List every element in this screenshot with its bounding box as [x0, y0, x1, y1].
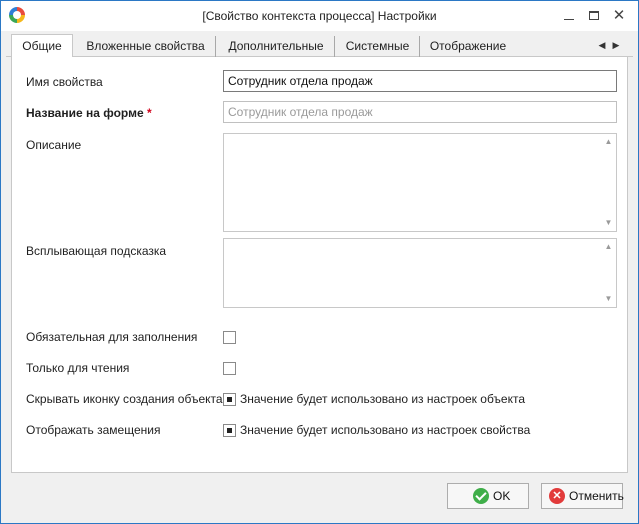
ok-button-label: OK — [493, 489, 511, 503]
tab-additional[interactable]: Дополнительные — [218, 36, 335, 57]
scroll-up-icon[interactable]: ▲ — [604, 242, 613, 251]
minimize-icon — [564, 19, 574, 20]
tooltip-scrollbar[interactable] — [601, 239, 616, 307]
read-only-checkbox[interactable] — [223, 362, 236, 375]
tab-system[interactable]: Системные — [336, 36, 420, 57]
cancel-icon: ✕ — [549, 488, 565, 504]
maximize-icon — [589, 11, 599, 20]
tab-display[interactable]: Отображение — [429, 39, 507, 53]
tab-general[interactable]: Общие — [11, 34, 73, 58]
title-bar[interactable] — [1, 1, 638, 31]
hide-create-icon-note: Значение будет использовано из настроек объекта — [240, 392, 526, 406]
form-title-label — [26, 106, 152, 120]
scroll-down-icon[interactable]: ▼ — [604, 294, 613, 303]
description-textarea[interactable] — [223, 133, 617, 232]
close-button[interactable] — [610, 7, 628, 25]
minimize-button[interactable] — [560, 7, 578, 25]
tooltip-textarea[interactable] — [223, 238, 617, 308]
required-fill-checkbox[interactable] — [223, 331, 236, 344]
maximize-button[interactable] — [585, 7, 603, 25]
cancel-button-label: Отменить — [569, 489, 624, 503]
property-name-label: Имя свойства — [26, 75, 103, 89]
form-title-label-text: Название на форме — [26, 106, 144, 120]
show-substitutions-label: Отображать замещения — [26, 423, 161, 437]
ok-button[interactable] — [447, 483, 529, 509]
description-scrollbar[interactable] — [601, 134, 616, 231]
cancel-button[interactable] — [541, 483, 623, 509]
show-substitutions-checkbox[interactable] — [223, 424, 236, 437]
tab-scroll-left-icon[interactable]: ◀ — [598, 40, 606, 50]
general-tab-panel — [11, 57, 628, 473]
property-name-input[interactable] — [223, 70, 617, 92]
tab-bar — [6, 33, 633, 57]
show-substitutions-note: Значение будет использовано из настроек свойства — [240, 423, 531, 437]
read-only-label: Только для чтения — [26, 361, 130, 375]
form-title-input[interactable] — [223, 101, 617, 123]
description-label: Описание — [26, 138, 82, 152]
check-icon — [473, 488, 489, 504]
hide-create-icon-checkbox[interactable] — [223, 393, 236, 406]
hide-create-icon-label: Скрывать иконку создания объекта — [26, 392, 223, 406]
close-icon: ✕ — [612, 7, 626, 24]
tab-nested-properties[interactable]: Вложенные свойства — [76, 36, 216, 57]
scroll-down-icon[interactable]: ▼ — [604, 218, 613, 227]
required-fill-label: Обязательная для заполнения — [26, 330, 198, 344]
scroll-up-icon[interactable]: ▲ — [604, 137, 613, 146]
tab-scroll-right-icon[interactable]: ▶ — [612, 40, 620, 50]
window-title: [Свойство контекста процесса] Настройки — [202, 9, 437, 23]
tooltip-label: Всплывающая подсказка — [26, 244, 167, 258]
required-mark: * — [146, 106, 152, 120]
